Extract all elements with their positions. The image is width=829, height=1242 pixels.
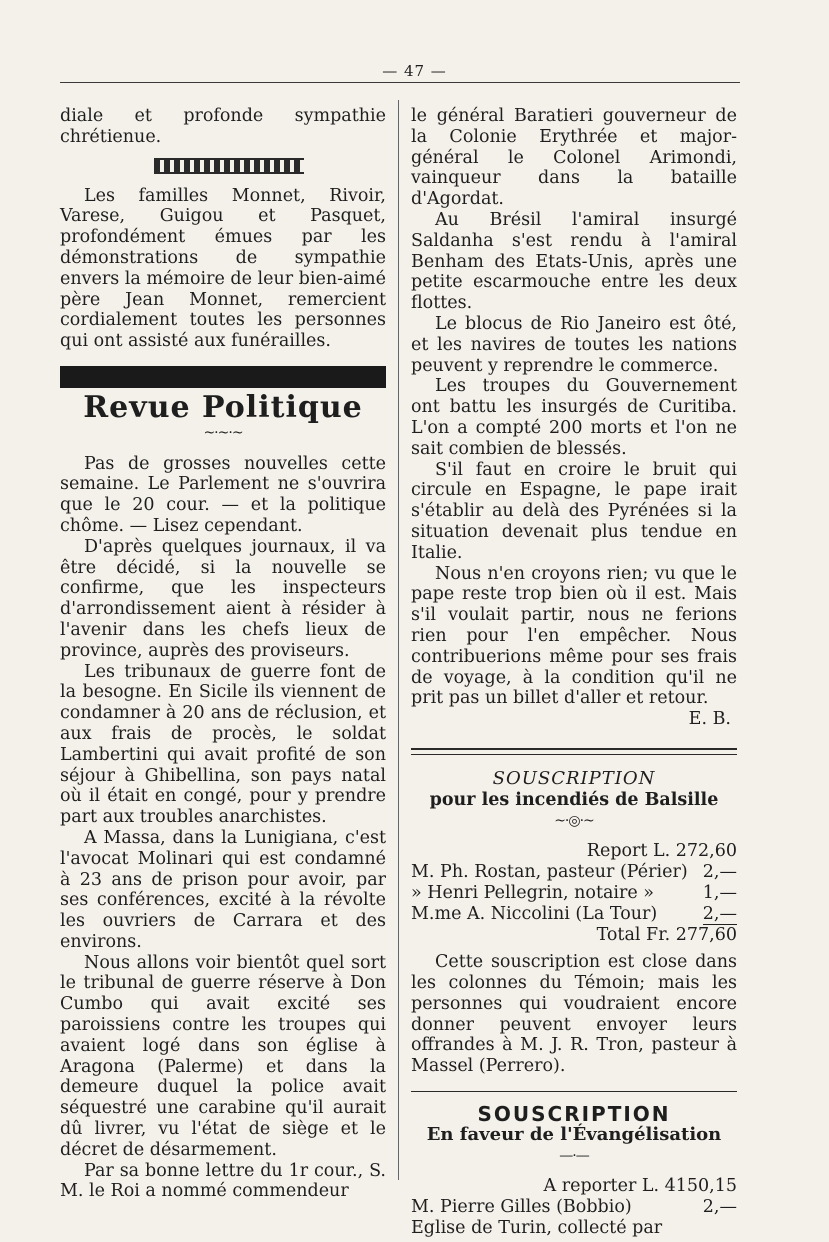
paragraph: Les tribunaux de guerre font de la besogne. En Sicile ils viennent de condamner à 20 ans de réclusion, et aux frais de procès, le soldat Lambertini qui avait profité de son séjour à Ghibellina, son pays natal où il était en congé, pour y prendre part aux troubles anarchistes. (60, 661, 386, 828)
donor-amount: 2,— (702, 862, 737, 883)
subscription-total: Total Fr. 277,60 (596, 925, 737, 946)
paragraph: diale et profonde sympathie chrétienue. (60, 106, 386, 147)
donor-amount: 2,— (702, 903, 737, 924)
column-divider (398, 100, 399, 1180)
double-rule-divider (411, 748, 737, 755)
subscription-ornament: ~·◎·~ (554, 812, 594, 829)
paragraph: Cette souscription est close dans les colonnes du Témoin; mais les personnes qui voudraient encore donner peuvent envoyer leurs offrandes à M. J. R. Tron, pasteur à Massel (Perrero). (411, 952, 737, 1077)
paragraph: Nous n'en croyons rien; vu que le pape reste trop bien où il est. Mais s'il voulait partir, nous ne ferions rien pour l'en empêcher. Nous contribuerions même pour ses frais de voyage, à la condition qu'il ne prit pas un billet d'aller et retour. (411, 563, 737, 709)
squiggle-ornament: ~·~·~ (203, 424, 243, 441)
donor-amount: 2,— (702, 1197, 737, 1218)
subscription-title: SOUSCRIPTION (492, 767, 656, 789)
paragraph: A Massa, dans la Lunigiana, c'est l'avocat Molinari qui est condamné à 23 ans de prison pour avoir, par ses conférences, excité à la révolte les ouvriers de Carrara et des environs. (60, 827, 386, 952)
paragraph: Les troupes du Gouvernement ont battu les insurgés de Curitiba. L'on a compté 200 morts et l'on ne sait combien de blessés. (411, 376, 737, 459)
header-rule (60, 82, 740, 83)
subscription-row (411, 862, 737, 883)
signature: E. B. (688, 709, 731, 730)
subscription-report: A reporter L. 4150,15 (543, 1176, 737, 1197)
donor-name: » Henri Pellegrin, notaire » (411, 882, 655, 903)
paragraph: S'il faut en croire le bruit qui circule en Espagne, le pape irait s'établir au delà des Pyrénées si la situation devenait plus tendue en Italie. (411, 459, 737, 563)
subscription-list (411, 862, 737, 925)
subscription-subtitle: En faveur de l'Évangélisation (426, 1123, 722, 1145)
black-band-divider (60, 366, 386, 388)
donor-name: M.me A. Niccolini (La Tour) (411, 903, 658, 924)
paragraph: le général Baratieri gouverneur de la Colonie Erythrée et major-général le Colonel Arimondi, vainqueur dans la bataille d'Agordat. (411, 106, 737, 210)
paragraph: D'après quelques journaux, il va être décidé, si la nouvelle se confirme, que les inspecteurs d'arrondissement aient à résider à l'avenir dans les chefs lieux de province, auprès des proviseurs. (60, 536, 386, 661)
paragraph: Eglise de Turin, collecté par (411, 1218, 663, 1239)
paragraph: Les familles Monnet, Rivoir, Varese, Guigou et Pasquet, profondément émues par les démonstrations de sympathie envers la mémoire de leur bien-aimé père Jean Monnet, remercient cordialement toutes les personnes qui ont assisté aux funérailles. (60, 185, 386, 352)
paragraph: Le blocus de Rio Janeiro est ôté, et les navires de toutes les nations peuvent y reprendre le commerce. (411, 313, 737, 376)
subscription-subtitle: pour les incendiés de Balsille (429, 789, 719, 810)
paragraph: Nous allons voir bientôt quel sort le tribunal de guerre réserve à Don Cumbo qui avait excité ses paroissiens contre les troupes qui avaient logé dans son église à Aragona (Palerme) et dans la demeure duquel la police avait séquestré une carabine qu'il aurait dû livrer, vu l'état de siège et le décret de désarmement. (60, 952, 386, 1160)
rule-divider (411, 1091, 737, 1092)
ornament-divider (154, 158, 304, 174)
section-title: Revue Politique (83, 389, 363, 425)
donor-name: M. Pierre Gilles (Bobbio) (411, 1197, 632, 1218)
paragraph: Pas de grosses nouvelles cette semaine. Le Parlement ne s'ouvrira que le 20 cour. — et la politique chôme. — Lisez cependant. (60, 453, 386, 536)
paragraph: Par sa bonne lettre du 1r cour., S. M. le Roi a nommé commendeur (60, 1160, 386, 1202)
donor-amount: 1,— (702, 882, 737, 903)
subscription-report: Report L. 272,60 (586, 841, 737, 862)
subscription-title: SOUSCRIPTION (477, 1102, 671, 1127)
donor-name: M. Ph. Rostan, pasteur (Périer) (411, 862, 688, 883)
left-column (60, 106, 386, 1202)
subscription-ornament: —·— (559, 1147, 589, 1164)
paragraph: Au Brésil l'amiral insurgé Saldanha s'est rendu à l'amiral Benham des Etats-Unis, après une petite escarmouche entre les deux flottes. (411, 209, 737, 314)
subscription-row (411, 904, 737, 926)
subscription-row (411, 883, 737, 904)
right-column (411, 106, 737, 1239)
page-number: — 47 — (382, 62, 447, 80)
subscription-row (411, 1197, 737, 1218)
